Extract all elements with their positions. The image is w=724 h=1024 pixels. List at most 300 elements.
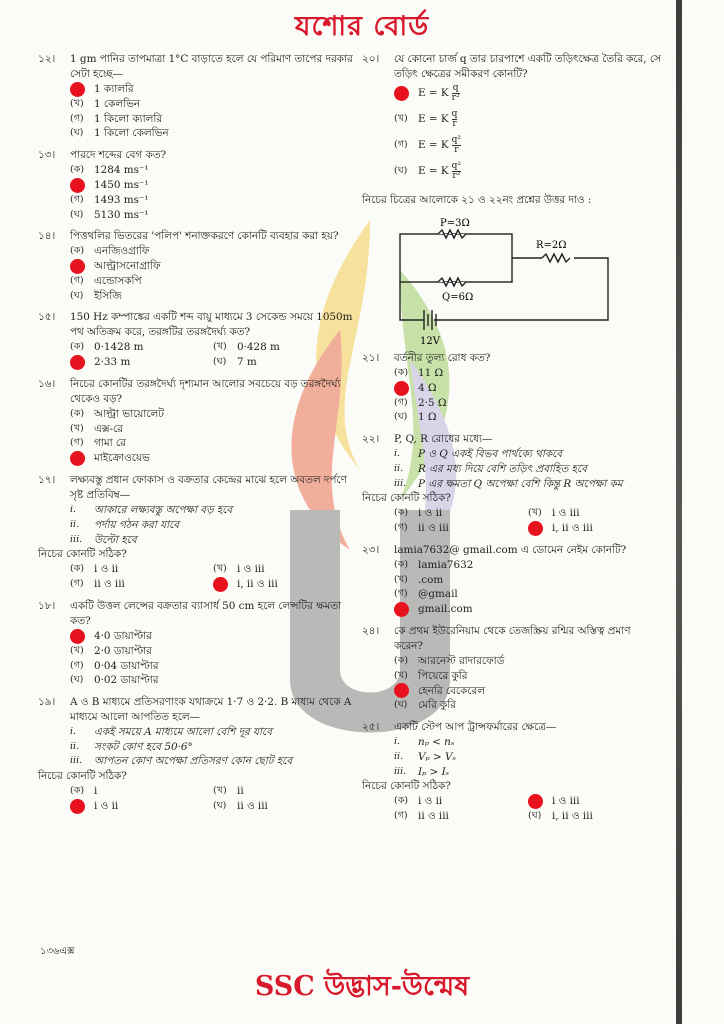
option-label: (গ) — [70, 193, 84, 205]
option-correct — [38, 259, 356, 274]
option-label: (ক) — [70, 245, 85, 257]
option-correct — [70, 355, 213, 370]
formula-prefix: E = K — [418, 87, 449, 99]
formula-fraction — [452, 162, 461, 181]
option-text: i, ii ও iii — [552, 810, 593, 823]
question-stem — [362, 52, 662, 82]
option-label: (ক) — [70, 563, 85, 575]
option-text: আল্ট্রা ভায়োলেট — [94, 408, 164, 421]
statement-item — [38, 754, 356, 769]
question-number: ২০। — [362, 53, 380, 65]
option-row — [362, 506, 662, 521]
question-stem — [38, 473, 356, 503]
question-stem — [38, 148, 356, 163]
option-label: (খ) — [394, 573, 408, 585]
fraction-denominator: r² — [451, 92, 460, 103]
option-label: (ক) — [394, 558, 409, 570]
option-text: i, ii ও iii — [237, 578, 278, 591]
option-text: এনজিওগ্রাফি — [94, 245, 150, 258]
option — [38, 244, 356, 259]
option — [70, 562, 213, 577]
option — [38, 208, 356, 223]
fraction-denominator: r — [454, 144, 459, 155]
statement-item — [38, 725, 356, 740]
option-text: 2·0 ডায়াপ্টার — [94, 644, 152, 657]
option-text: মেরি কুরি — [418, 699, 456, 712]
statement-item — [362, 477, 662, 492]
question-19 — [38, 695, 356, 814]
option-correct — [38, 451, 356, 466]
option-text: gmail.com — [418, 603, 473, 616]
option — [38, 97, 356, 112]
right-column — [362, 52, 662, 824]
question-number: ১৮। — [38, 599, 56, 612]
left-column — [38, 52, 356, 814]
option-label: (ক) — [394, 655, 409, 667]
option-text: এক্স-রে — [94, 422, 123, 435]
option-label: (ঘ) — [70, 127, 84, 139]
question-stem — [362, 720, 662, 735]
option-text: @gmail — [418, 588, 458, 601]
option-label: (খ) — [394, 669, 408, 681]
option-text: i ও ii — [94, 800, 119, 813]
option-text: 2·33 m — [94, 356, 131, 369]
answer-marker-icon — [70, 355, 85, 370]
option-label: (খ) — [70, 98, 84, 109]
option-text: 2·5 Ω — [418, 396, 447, 409]
option-text: i ও iii — [552, 507, 580, 520]
option-text: ii ও iii — [418, 810, 449, 823]
option-label: (গ) — [394, 522, 408, 534]
question-text: 1 gm পানির তাপমাত্রা 1°C বাড়াতে হলে যে পরিমাণ তাপের দরকার সেটা হচ্ছে— — [70, 53, 353, 80]
option-label: (গ) — [70, 578, 84, 590]
fraction-numerator: q — [452, 82, 459, 93]
option-correct — [528, 794, 662, 809]
option-label: (খ) — [394, 113, 408, 124]
option-correct — [362, 82, 662, 104]
option-text: এন্ডোসকপি — [94, 274, 142, 287]
option-text: 0·04 ডায়াপ্টার — [94, 659, 159, 672]
statement-item — [38, 740, 356, 755]
statement-text: একই সময়ে A মাধ্যমে আলো বেশি দূর যাবে — [94, 726, 272, 739]
statement-label: ii. — [70, 740, 80, 752]
option — [38, 407, 356, 422]
statement-label: ii. — [394, 750, 404, 762]
option — [70, 784, 213, 799]
option-label: (গ) — [70, 112, 84, 124]
option-text: 11 Ω — [418, 367, 444, 379]
option — [528, 506, 662, 521]
answer-marker-icon — [70, 451, 85, 466]
question-18 — [38, 599, 356, 688]
question-number: ১৯। — [38, 696, 56, 709]
battery-label: 12V — [420, 336, 440, 347]
option-text: ইসিজি — [94, 289, 122, 302]
question-23 — [362, 543, 662, 617]
option-label: (ক) — [70, 164, 85, 176]
option-row — [362, 794, 662, 809]
option-text: ii ও iii — [237, 800, 268, 813]
option-text: পিয়েরে কুরি — [418, 669, 468, 682]
statement-text: পর্দায় গঠন করা যাবে — [94, 518, 180, 531]
formula-prefix: E = K — [418, 165, 449, 177]
option-text: i ও ii — [418, 507, 443, 520]
option-label: (গ) — [70, 437, 84, 449]
question-number: ১৪। — [38, 230, 56, 243]
option — [362, 654, 662, 669]
answer-marker-icon — [394, 602, 409, 617]
statement-label: i. — [394, 736, 401, 748]
option-text: 1 কিলো ক্যালরি — [94, 112, 163, 125]
option-row — [362, 809, 662, 824]
question-stem — [362, 432, 662, 447]
answer-marker-icon — [70, 82, 85, 97]
option-text: 7 m — [237, 356, 257, 369]
answer-marker-icon — [70, 629, 85, 644]
choose-prompt-text: নিচের কোনটি সঠিক? — [362, 780, 451, 793]
question-20 — [362, 52, 662, 182]
option — [394, 809, 528, 824]
option-text: গামা রে — [94, 437, 126, 450]
option-text: i ও ii — [418, 795, 443, 808]
option-label: (খ) — [70, 422, 84, 434]
option — [38, 659, 356, 674]
option — [362, 366, 662, 381]
resistor-p-label: P=3Ω — [440, 218, 470, 229]
statement-label: i. — [70, 504, 77, 516]
option-label: (ক) — [70, 341, 85, 353]
answer-marker-icon — [213, 577, 228, 592]
option-label: (ক) — [394, 367, 409, 378]
option — [38, 289, 356, 304]
question-15 — [38, 310, 356, 370]
option-label: (গ) — [394, 139, 408, 150]
option — [213, 784, 356, 799]
option-row — [38, 340, 356, 355]
question-stem — [38, 599, 356, 629]
option-correct — [362, 602, 662, 617]
question-text: P, Q, R রোধের মধ্যে— — [394, 433, 493, 446]
question-stem — [38, 229, 356, 244]
resistor-r-label: R=2Ω — [536, 240, 567, 251]
option-correct — [38, 82, 356, 97]
fraction-numerator: q² — [451, 160, 462, 171]
formula-fraction — [452, 136, 461, 155]
question-17 — [38, 473, 356, 592]
option-text: i ও iii — [237, 563, 265, 576]
option-row — [362, 521, 662, 536]
statement-label: ii. — [70, 518, 80, 530]
option-label: (ঘ) — [528, 810, 542, 822]
question-text: নিচের কোনটির তরঙ্গদৈর্ঘ্য দৃশ্যমান আলোর সবচেয়ে বড় তরঙ্গদৈর্ঘ্য থেকেও বড়? — [70, 378, 341, 406]
choose-prompt — [362, 779, 662, 794]
answer-marker-icon — [394, 683, 409, 698]
option-text: হেনরি বেকেরেল — [418, 684, 485, 697]
option-label: (ঘ) — [70, 674, 84, 686]
option-row — [38, 562, 356, 577]
formula-fraction — [452, 84, 460, 103]
question-text: কে প্রথম ইউরেনিয়াম থেকে তেজস্ক্রিয় রশ্মির অস্তিত্ব প্রমাণ করেন? — [394, 625, 631, 653]
statement-label: ii. — [394, 462, 404, 474]
option-text: i ও ii — [94, 563, 119, 576]
question-number: ১২। — [38, 53, 56, 65]
option — [362, 160, 662, 182]
option-text: 5130 ms⁻¹ — [94, 208, 149, 221]
option — [362, 134, 662, 156]
option — [38, 422, 356, 437]
statement-label: iii. — [394, 477, 407, 489]
statement-item — [362, 735, 662, 750]
question-text: lamia7632@ gmail.com এ ডোমেন নেইম কোনটি? — [394, 543, 627, 556]
option-text: .com — [418, 573, 444, 586]
option-text: 0·428 m — [237, 341, 280, 354]
option-text: 1284 ms⁻¹ — [94, 164, 149, 177]
fraction-numerator: q — [451, 108, 458, 119]
question-number: ২৪। — [362, 625, 380, 638]
statement-text: আকারে লক্ষ্যবস্তু অপেক্ষা বড় হবে — [94, 504, 233, 517]
statement-text: nₚ < nₛ — [418, 736, 455, 749]
statement-item — [362, 750, 662, 765]
statement-label: i. — [70, 726, 77, 738]
statement-text: উল্টো হবে — [94, 533, 137, 546]
option-row — [38, 355, 356, 370]
page-edge-shadow — [676, 0, 682, 1024]
option-label: (ক) — [394, 795, 409, 807]
option-label: (ঘ) — [70, 289, 84, 301]
option-label: (গ) — [70, 659, 84, 671]
question-text: বর্তনীর তুল্য রোধ কত? — [394, 352, 491, 364]
option-text: i — [94, 785, 98, 798]
answer-marker-icon — [70, 178, 85, 193]
question-text: 150 Hz কম্পাঙ্কের একটি শব্দ বায়ু মাধ্যমে 3 সেকেন্ড সময়ে 1050m পথ অতিক্রম করে, তরঙ্গটির তরঙ্গদৈর্ঘ্য কত? — [70, 311, 353, 339]
question-text: একটি উত্তল লেন্সের বক্রতার ব্যাসার্ধ 50 cm হলে লেন্সটির ক্ষমতা কত? — [70, 599, 342, 627]
answer-marker-icon — [394, 381, 409, 396]
option-label: (ক) — [394, 507, 409, 519]
page-number: ১৩৬এক্স — [40, 946, 75, 957]
option — [38, 163, 356, 178]
option-label: (খ) — [528, 507, 542, 519]
option-text: lamia7632 — [418, 558, 474, 571]
option-label: (ক) — [70, 408, 85, 420]
option-label: (গ) — [70, 274, 84, 286]
option-text: 4 Ω — [418, 381, 437, 394]
question-14 — [38, 229, 356, 303]
choose-prompt — [38, 769, 356, 784]
question-text: যে কোনো চার্জ q তার চারপাশে একটি তড়িৎক্ষেত্র তৈরি করে, সে তড়িৎ ক্ষেত্রের সমীকরণ কোনটি? — [394, 53, 661, 80]
option-text: আল্ট্রাসনোগ্রাফি — [94, 260, 161, 273]
fraction-denominator: r — [452, 118, 457, 129]
option — [362, 558, 662, 573]
statement-item — [38, 503, 356, 518]
question-stem — [362, 543, 662, 558]
option-text: 1 কেলভিন — [94, 98, 141, 110]
question-text: একটি স্টেপ আপ ট্রান্সফর্মারের ক্ষেত্রে— — [394, 721, 557, 734]
option-row — [38, 799, 356, 814]
question-number: ২১। — [362, 352, 380, 364]
option-label: (গ) — [394, 396, 408, 408]
option-correct — [528, 521, 662, 536]
option — [38, 112, 356, 127]
option — [213, 562, 356, 577]
option-label: (খ) — [213, 341, 227, 353]
statement-label: i. — [394, 448, 401, 460]
option-text: 1493 ms⁻¹ — [94, 193, 149, 206]
option — [394, 794, 528, 809]
question-text: পারদে শব্দের বেগ কত? — [70, 149, 167, 162]
option-label: (খ) — [70, 644, 84, 656]
question-22 — [362, 432, 662, 536]
statement-text: Iₚ > Iₛ — [418, 765, 450, 778]
question-stem — [362, 351, 662, 366]
option-text: 1 ক্যালরি — [94, 83, 134, 96]
option-label: (ক) — [70, 785, 85, 797]
footer-brand: SSC উদ্ভাস-উন্মেষ — [254, 971, 470, 1002]
option — [362, 410, 662, 425]
option-correct — [38, 178, 356, 193]
option-text: i, ii ও iii — [552, 522, 593, 535]
answer-marker-icon — [528, 521, 543, 536]
statement-item — [362, 447, 662, 462]
statement-label: iii. — [70, 755, 83, 767]
option — [362, 587, 662, 602]
option-text: ii ও iii — [418, 522, 449, 535]
option — [213, 799, 356, 814]
option — [362, 669, 662, 684]
statement-text: R এর মধ্য দিয়ে বেশি তড়িৎ প্রবাহিত হবে — [418, 462, 587, 475]
question-number: ১৭। — [38, 474, 56, 487]
statement-text: Vₚ > Vₛ — [418, 750, 456, 763]
option-text: 1 কিলো কেলভিন — [94, 127, 169, 140]
question-24 — [362, 624, 662, 713]
option — [38, 193, 356, 208]
question-stem — [38, 52, 356, 82]
choose-prompt — [38, 547, 356, 562]
statement-item — [362, 765, 662, 780]
option-correct — [213, 577, 356, 592]
option — [38, 126, 356, 141]
option-text: আরনেস্ট রাদারফোর্ড — [418, 655, 505, 668]
choose-prompt-text: নিচের কোনটি সঠিক? — [38, 770, 127, 783]
option — [362, 698, 662, 713]
question-stem — [38, 310, 356, 340]
statement-text: সংকট কোণ হবে 50·6° — [94, 740, 193, 753]
option-correct — [362, 381, 662, 396]
stimulus-instruction: নিচের চিত্রের আলোকে ২১ ও ২২নং প্রশ্নের উত্তর দাও : — [362, 194, 592, 206]
choose-prompt-text: নিচের কোনটি সঠিক? — [362, 492, 451, 505]
answer-marker-icon — [528, 794, 543, 809]
question-stem — [38, 377, 356, 407]
option-row — [38, 577, 356, 592]
option — [38, 673, 356, 688]
statement-label: iii. — [394, 765, 407, 777]
option-text: 1 Ω — [418, 411, 437, 424]
option-correct — [38, 629, 356, 644]
statement-text: P ও Q একই বিভব পার্থক্যে থাকবে — [418, 448, 563, 461]
fraction-numerator: q² — [451, 134, 462, 145]
option-text: i ও iii — [552, 795, 580, 808]
option — [362, 396, 662, 411]
option-label: (ঘ) — [70, 208, 84, 220]
circuit-diagram — [386, 212, 626, 347]
option — [362, 108, 662, 130]
option-label: (গ) — [394, 588, 408, 600]
statement-label: iii. — [70, 533, 83, 545]
question-16 — [38, 377, 356, 466]
option-text: 1450 ms⁻¹ — [94, 178, 149, 191]
question-stem — [362, 624, 662, 654]
option — [70, 577, 213, 592]
option — [213, 340, 356, 355]
formula-fraction — [452, 110, 458, 129]
fraction-denominator: r² — [452, 170, 461, 181]
option-correct — [70, 799, 213, 814]
question-number: ২২। — [362, 433, 380, 446]
question-13 — [38, 148, 356, 222]
option — [38, 436, 356, 451]
question-text: লক্ষ্যবস্তু প্রধান ফোকাস ও বক্রতার কেন্দ্রের মাঝে হলে অবতল দর্পণে সৃষ্ট প্রতিবিম্ব— — [70, 474, 347, 502]
option-label: (ঘ) — [213, 800, 227, 812]
option-row — [38, 784, 356, 799]
option-correct — [362, 683, 662, 698]
statement-item — [362, 462, 662, 477]
option-text: 0·02 ডায়াপ্টার — [94, 674, 159, 687]
statement-text: আপতন কোণ অপেক্ষা প্রতিসরণ কোন ছোট হবে — [94, 755, 293, 768]
option — [528, 809, 662, 824]
option-label: (ঘ) — [213, 356, 227, 368]
option-text: মাইক্রোওয়েভ — [94, 452, 150, 465]
page-title: যশোর বোর্ড — [294, 11, 430, 42]
option — [394, 521, 528, 536]
option — [70, 340, 213, 355]
question-25 — [362, 720, 662, 824]
question-number: ২৩। — [362, 543, 380, 556]
option-text: ii ও iii — [94, 578, 125, 591]
statement-item — [38, 533, 356, 548]
resistor-q-label: Q=6Ω — [442, 292, 474, 303]
option-label: (খ) — [213, 785, 227, 797]
question-number: ১৬। — [38, 378, 56, 391]
question-12 — [38, 52, 356, 141]
option-text: ii — [237, 785, 244, 798]
option — [38, 274, 356, 289]
option-label: (ঘ) — [394, 165, 408, 176]
formula-prefix: E = K — [418, 113, 449, 125]
option-label: (গ) — [394, 810, 408, 822]
option — [362, 573, 662, 588]
choose-prompt-text: নিচের কোনটি সঠিক? — [38, 548, 127, 561]
question-text: পিত্তথলির ভিতরের 'পলিপ' শনাক্তকরণে কোনটি ব্যবহার করা হয়? — [70, 230, 339, 243]
question-21 — [362, 351, 662, 425]
statement-text: P এর ক্ষমতা Q অপেক্ষা বেশি কিন্তু R অপেক্ষা কম — [418, 477, 623, 490]
question-number: ১৩। — [38, 149, 56, 162]
option-label: (খ) — [213, 563, 227, 575]
choose-prompt — [362, 491, 662, 506]
option — [213, 355, 356, 370]
question-stem — [38, 695, 356, 725]
option — [38, 644, 356, 659]
statement-item — [38, 518, 356, 533]
answer-marker-icon — [394, 86, 409, 101]
option — [394, 506, 528, 521]
answer-marker-icon — [70, 799, 85, 814]
question-number: ২৫। — [362, 721, 380, 734]
answer-marker-icon — [70, 259, 85, 274]
option-label: (ঘ) — [394, 411, 408, 423]
option-text: 4·0 ডায়াপ্টার — [94, 630, 152, 643]
option-text: 0·1428 m — [94, 341, 144, 354]
formula-prefix: E = K — [418, 139, 449, 151]
question-number: ১৫। — [38, 311, 56, 324]
